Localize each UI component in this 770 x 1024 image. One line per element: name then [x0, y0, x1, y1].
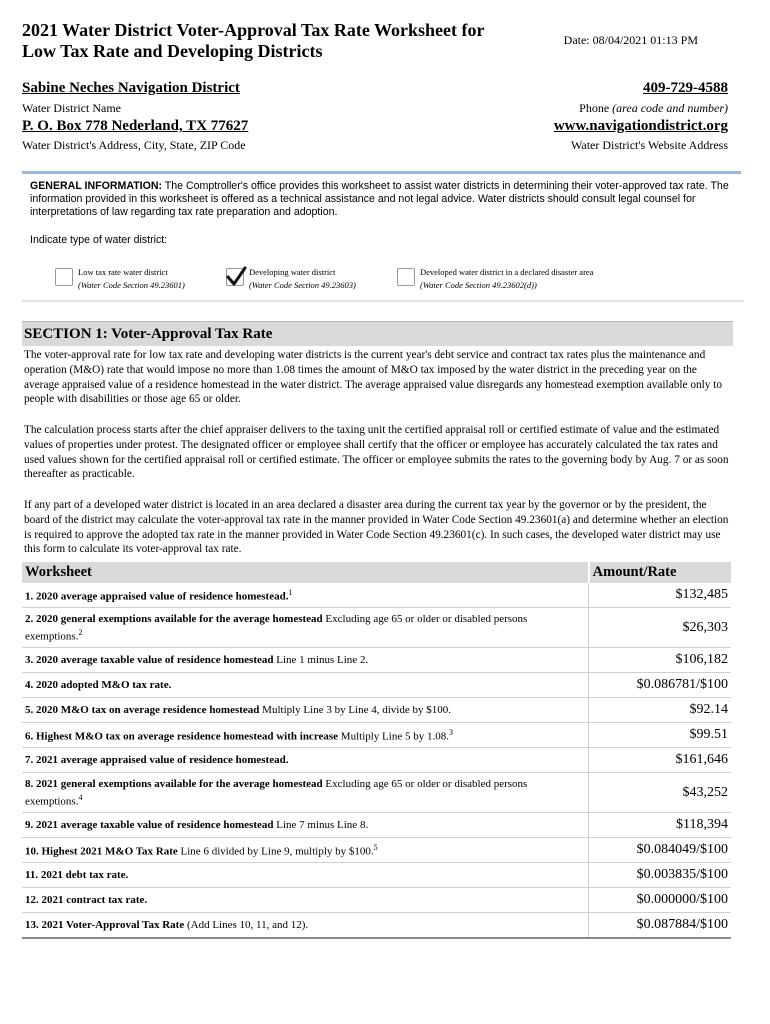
- table-row: [22, 583, 731, 608]
- general-information: GENERAL INFORMATION: The Comptroller's office provides this worksheet to assist water districts in determining their voter-approved tax rate. The information provided in this worksheet is offered as a technical assistance and not legal advice. Water districts should consult legal counsel for interpretations of law regarding tax rate preparation and adoption.: [30, 180, 729, 218]
- line-description: 5. 2020 M&O tax on average residence homestead Multiply Line 3 by Line 4, divide by $100.: [22, 698, 589, 723]
- line-amount: $26,303: [589, 608, 731, 648]
- developing-label: Developing water district (Water Code Section 49.23603): [249, 267, 356, 290]
- line-description: 1. 2020 average appraised value of residence homestead.$^1$: [22, 583, 589, 608]
- line-description: 12. 2021 contract tax rate.: [22, 888, 589, 913]
- table-row: [22, 723, 731, 748]
- line-description: 2. 2020 general exemptions available for the average homestead Excluding age 65 or older or disabled persons exemptions.$^2$: [22, 608, 589, 648]
- line-description: 4. 2020 adopted M&O tax rate.: [22, 673, 589, 698]
- section1-heading: SECTION 1: Voter-Approval Tax Rate: [22, 321, 733, 346]
- line-amount: $118,394: [589, 813, 731, 838]
- table-row: [22, 913, 731, 939]
- footnote-marker: 4: [78, 792, 83, 802]
- phone-label: Phone (area code and number): [579, 101, 728, 115]
- line-description: 6. Highest M&O tax on average residence homestead with increase Multiply Line 5 by 1.08.$^3$: [22, 723, 589, 748]
- date-stamp: Date: 08/04/2021 01:13 PM: [563, 33, 698, 47]
- header-divider: [22, 171, 741, 174]
- line-amount: $0.087884/$100: [589, 913, 731, 939]
- website-label: Water District's Website Address: [571, 138, 728, 152]
- address-value: P. O. Box 778 Nederland, TX 77627: [22, 118, 249, 134]
- table-row: [22, 813, 731, 838]
- line-amount: $0.000000/$100: [589, 888, 731, 913]
- table-row: [22, 888, 731, 913]
- footnote-marker: 5: [373, 843, 378, 853]
- line-amount: $0.086781/$100: [589, 673, 731, 698]
- line-amount: $43,252: [589, 773, 731, 813]
- line-description: 3. 2020 average taxable value of residence homestead Line 1 minus Line 2.: [22, 648, 589, 673]
- line-amount: $161,646: [589, 748, 731, 773]
- low-tax-rate-checkbox[interactable]: [55, 268, 73, 286]
- district-name-value: Sabine Neches Navigation District: [22, 80, 240, 96]
- line-description: 9. 2021 average taxable value of residence homestead Line 7 minus Line 8.: [22, 813, 589, 838]
- worksheet-table: [22, 562, 731, 939]
- table-row: [22, 608, 731, 648]
- table-row: [22, 748, 731, 773]
- table-row: [22, 863, 731, 888]
- footnote-marker: 2: [78, 627, 83, 637]
- amount-column-header: Amount/Rate: [589, 562, 731, 583]
- line-description: 10. Highest 2021 M&O Tax Rate Line 6 divided by Line 9, multiply by $100.$^5$: [22, 838, 589, 863]
- table-row: [22, 773, 731, 813]
- footnote-marker: 1: [288, 588, 293, 598]
- worksheet-column-header: Worksheet: [22, 562, 589, 583]
- low-tax-rate-label: Low tax rate water district (Water Code Section 49.23601): [78, 267, 185, 290]
- line-description: 11. 2021 debt tax rate.: [22, 863, 589, 888]
- table-row: [22, 838, 731, 863]
- table-row: [22, 673, 731, 698]
- line-amount: $132,485: [589, 583, 731, 608]
- address-label: Water District's Address, City, State, ZIP Code: [22, 138, 246, 152]
- table-row: [22, 648, 731, 673]
- line-amount: $106,182: [589, 648, 731, 673]
- line-amount: $99.51: [589, 723, 731, 748]
- section1-paragraph-3: If any part of a developed water district is located in an area declared a disaster area during the current tax year by the governor or by the president, the board of the district may calculate the voter-approval tax rate in the manner provided in Water Code Section 49.23601(a) and determine whether an election is required to approve the adopted tax rate in the manner provided in Water Code Section 49.23601(c). In such cases, the developed water district may use this form to calculate its voter-approval tax rate.: [24, 499, 729, 556]
- line-description: 8. 2021 general exemptions available for the average homestead Excluding age 65 or older or disabled persons exemptions.$^4$: [22, 773, 589, 813]
- page-title: 2021 Water District Voter-Approval Tax Rate Worksheet for Low Tax Rate and Developing Districts: [22, 20, 485, 61]
- line-amount: $0.003835/$100: [589, 863, 731, 888]
- developed-disaster-label: Developed water district in a declared disaster area (Water Code Section 49.23602(d)): [420, 267, 594, 290]
- developing-checkbox[interactable]: [226, 268, 244, 286]
- line-description: 13. 2021 Voter-Approval Tax Rate (Add Lines 10, 11, and 12).: [22, 913, 589, 939]
- website-value: www.navigationdistrict.org: [553, 118, 728, 134]
- line-amount: $92.14: [589, 698, 731, 723]
- line-amount: $0.084049/$100: [589, 838, 731, 863]
- section1-paragraph-2: The calculation process starts after the chief appraiser delivers to the taxing unit the certified appraisal roll or certified estimate of value and the estimated values of properties under protest. The designated officer or employee shall certify that the officer or employee has accurately calculated the tax rates and used values shown for the certified appraisal roll or certified estimate. The officer or employee submits the rates to the governing body by Aug. 7 or as soon thereafter as practicable.: [24, 424, 729, 481]
- section1-paragraph-1: The voter-approval rate for low tax rate and developing water districts is the current year's debt service and contract tax rates plus the maintenance and operation (M&O) rate that would impose no more than 1.08 times the amount of M&O tax imposed by the water district in the preceding year on the average appraised value of a residence homestead in the water district. The average appraised value disregards any homestead exemption available only to people with disabilities or those age 65 or older.: [24, 349, 723, 406]
- section-divider: [22, 300, 744, 302]
- table-row: [22, 698, 731, 723]
- indicate-type-label: Indicate type of water district:: [30, 234, 168, 246]
- checkmark-icon: [225, 266, 247, 288]
- district-name-label: Water District Name: [22, 101, 121, 115]
- footnote-marker: 3: [448, 728, 453, 738]
- developed-disaster-checkbox[interactable]: [397, 268, 415, 286]
- line-description: 7. 2021 average appraised value of residence homestead.: [22, 748, 589, 773]
- phone-value: 409-729-4588: [643, 80, 728, 96]
